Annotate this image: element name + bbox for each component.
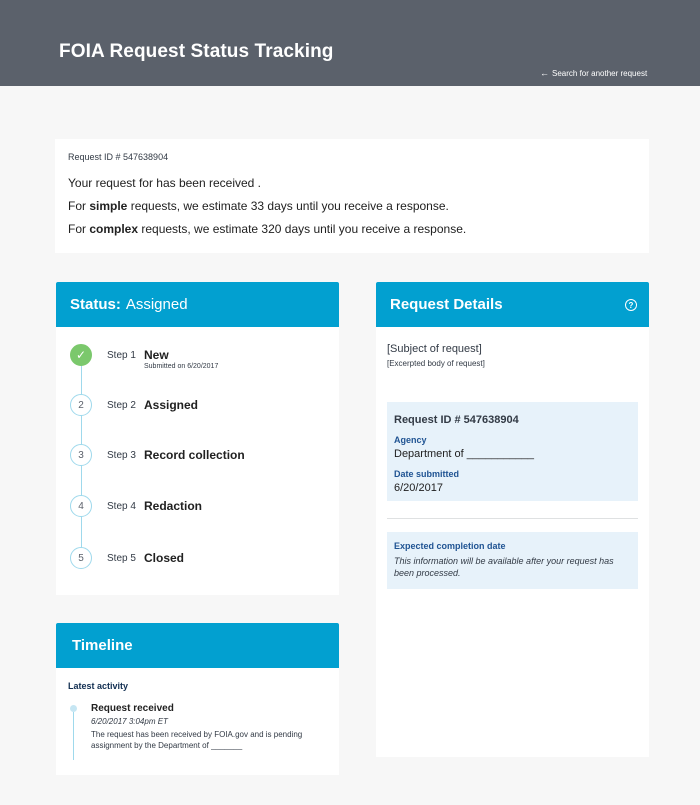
arrow-left-icon: ←	[540, 68, 549, 78]
step-circle: 4	[70, 495, 92, 517]
step-name: Record collection	[144, 448, 245, 462]
expected-completion-text: This information will be available after your request has been processed.	[394, 556, 614, 578]
status-step-2	[70, 394, 198, 416]
details-request-id: Request ID # 547638904	[394, 414, 519, 426]
step-name: Assigned	[144, 398, 199, 412]
timeline-event-description: The request has been received by FOIA.gov and is pending assignment by the Department of _______	[91, 730, 303, 750]
step-name: Closed	[144, 551, 185, 565]
timeline-event-title: Request received	[91, 703, 174, 714]
step-number: Step 5	[107, 552, 136, 564]
status-card	[56, 282, 339, 595]
step-circle: 3	[70, 444, 92, 466]
complex-suffix: requests, we estimate 320 days until you receive a response.	[138, 222, 467, 236]
search-another-label: Search for another request	[552, 69, 648, 78]
simple-estimate-line	[68, 199, 449, 213]
complex-estimate-line	[68, 222, 466, 236]
timeline-event-time: 6/20/2017 3:04pm ET	[91, 717, 168, 726]
request-id-label: Request ID # 547638904	[68, 152, 169, 162]
step-circle: 5	[70, 547, 92, 569]
page-header	[0, 0, 700, 86]
search-another-link[interactable]	[540, 69, 647, 78]
step-number: Step 3	[107, 449, 136, 461]
details-heading: Request Details	[390, 296, 503, 313]
timeline-line	[73, 712, 74, 760]
step-name: New	[144, 348, 169, 362]
date-submitted-value: 6/20/2017	[394, 482, 443, 494]
step-number: Step 4	[107, 500, 136, 512]
details-divider	[387, 518, 638, 519]
help-icon[interactable]: ?	[625, 299, 637, 311]
step-number: Step 2	[107, 399, 136, 411]
simple-bold: simple	[89, 199, 128, 213]
timeline-card	[56, 623, 339, 775]
request-info-box	[387, 402, 638, 501]
date-submitted-label: Date submitted	[394, 469, 460, 479]
request-summary-card	[55, 139, 649, 253]
status-step-4	[70, 495, 202, 517]
timeline-heading: Timeline	[72, 637, 133, 654]
page-title: FOIA Request Status Tracking	[59, 41, 334, 62]
agency-label: Agency	[394, 435, 427, 445]
request-subject: [Subject of request]	[387, 343, 482, 355]
step-circle: 2	[70, 394, 92, 416]
status-value: Assigned	[125, 296, 188, 313]
received-line: Your request for has been received .	[68, 176, 262, 190]
check-icon: ✓	[70, 344, 92, 366]
timeline-dot	[70, 705, 77, 712]
complex-bold: complex	[89, 222, 139, 236]
expected-completion-label: Expected completion date	[394, 541, 506, 551]
status-header	[56, 282, 339, 327]
status-step-3	[70, 444, 245, 466]
step-name: Redaction	[144, 499, 203, 513]
details-header	[376, 282, 649, 327]
simple-prefix: For	[68, 199, 90, 213]
step-number: Step 1	[107, 349, 136, 361]
complex-prefix: For	[68, 222, 90, 236]
status-heading: Status:	[70, 296, 121, 313]
timeline-header	[56, 623, 339, 668]
step-submitted-date: Submitted on 6/20/2017	[144, 363, 219, 370]
expected-completion-box	[387, 532, 638, 589]
agency-value: Department of ___________	[394, 448, 535, 460]
status-step-5	[70, 547, 184, 569]
simple-suffix: requests, we estimate 33 days until you receive a response.	[127, 199, 449, 213]
request-excerpt: [Excerpted body of request]	[387, 359, 485, 368]
latest-activity-label: Latest activity	[68, 681, 129, 691]
request-details-card	[376, 282, 649, 757]
